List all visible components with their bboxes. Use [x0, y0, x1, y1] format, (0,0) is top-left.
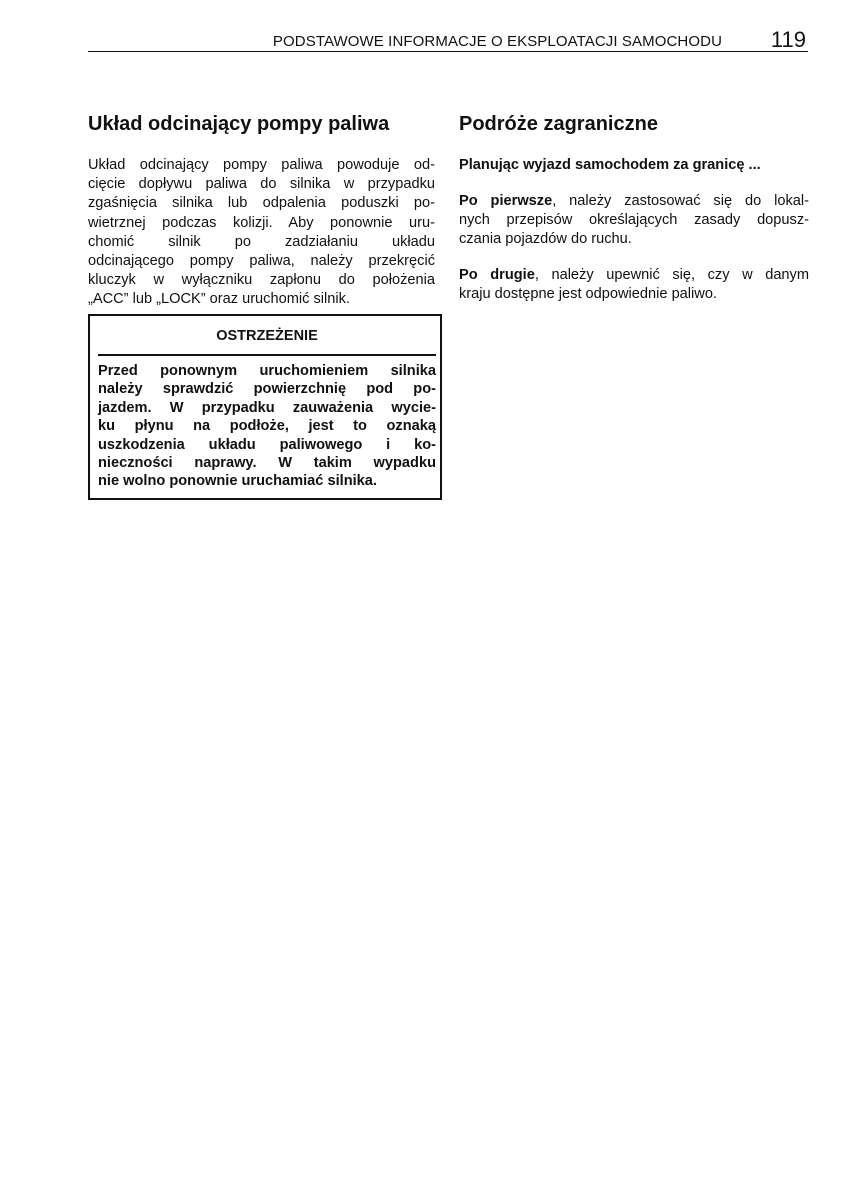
running-head — [88, 27, 808, 52]
warning-line: Przed ponownym uruchomieniem silnika — [98, 363, 436, 379]
warning-line: nieczności naprawy. W takim wypadku — [98, 455, 436, 472]
text-line: cięcie dopływu paliwa do silnika w przypadku — [88, 176, 435, 193]
text-line: nych przepisów określających zasady dopusz- — [459, 212, 809, 229]
section-heading-travel-abroad: Podróże zagraniczne — [459, 113, 658, 135]
chapter-title: PODSTAWOWE INFORMACJE O EKSPLOATACJI SAMOCHODU — [272, 33, 722, 50]
warning-title: OSTRZEŻENIE — [216, 328, 318, 344]
text-line: Układ odcinający pompy paliwa powoduje od- — [88, 157, 435, 173]
travel-first-paragraph — [459, 192, 809, 249]
warning-line: uszkodzenia układu paliwowego i ko- — [98, 436, 436, 453]
warning-divider — [98, 354, 436, 356]
text-line: „ACC” lub „LOCK” oraz uruchomić silnik. — [88, 291, 350, 308]
section-heading-fuel-pump: Układ odcinający pompy paliwa — [88, 113, 390, 135]
text-line: odcinającego pompy paliwa, należy przekręcić — [88, 253, 435, 270]
text-line: kluczyk w wyłączniku zapłonu do położenia — [88, 272, 435, 289]
fuel-pump-paragraph — [88, 156, 435, 310]
text-line — [459, 266, 809, 285]
text-line — [459, 192, 809, 211]
first-label: Po pierwsze — [459, 193, 553, 210]
warning-line: nie wolno ponownie uruchamiać silnika. — [98, 473, 377, 490]
second-text: , należy upewnić się, czy w danym — [534, 267, 810, 284]
second-label: Po drugie — [459, 267, 535, 284]
first-text: , należy zastosować się do lokal- — [552, 193, 809, 210]
warning-text — [98, 362, 436, 491]
page-number: 119 — [770, 27, 806, 52]
travel-lead: Planując wyjazd samochodem za granicę ... — [459, 157, 761, 173]
text-line: wietrznej podczas kolizji. Aby ponownie uru- — [88, 214, 435, 231]
header-rule — [88, 51, 808, 52]
warning-line: ku płynu na podłoże, jest to oznaką — [98, 418, 436, 435]
text-line: chomić silnik po zadziałaniu układu — [88, 233, 435, 250]
left-column — [88, 111, 435, 310]
warning-line: jazdem. W przypadku zauważenia wycie- — [98, 399, 436, 416]
warning-line: należy sprawdzić powierzchnię pod po- — [98, 381, 436, 398]
text-line: czania pojazdów do ruchu. — [459, 231, 632, 248]
travel-second-paragraph — [459, 266, 809, 304]
warning-box — [88, 314, 442, 500]
text-line: kraju dostępne jest odpowiednie paliwo. — [459, 286, 717, 303]
text-line: zgaśnięcia silnika lub odpalenia poduszki po- — [88, 195, 435, 212]
right-column — [459, 111, 809, 321]
